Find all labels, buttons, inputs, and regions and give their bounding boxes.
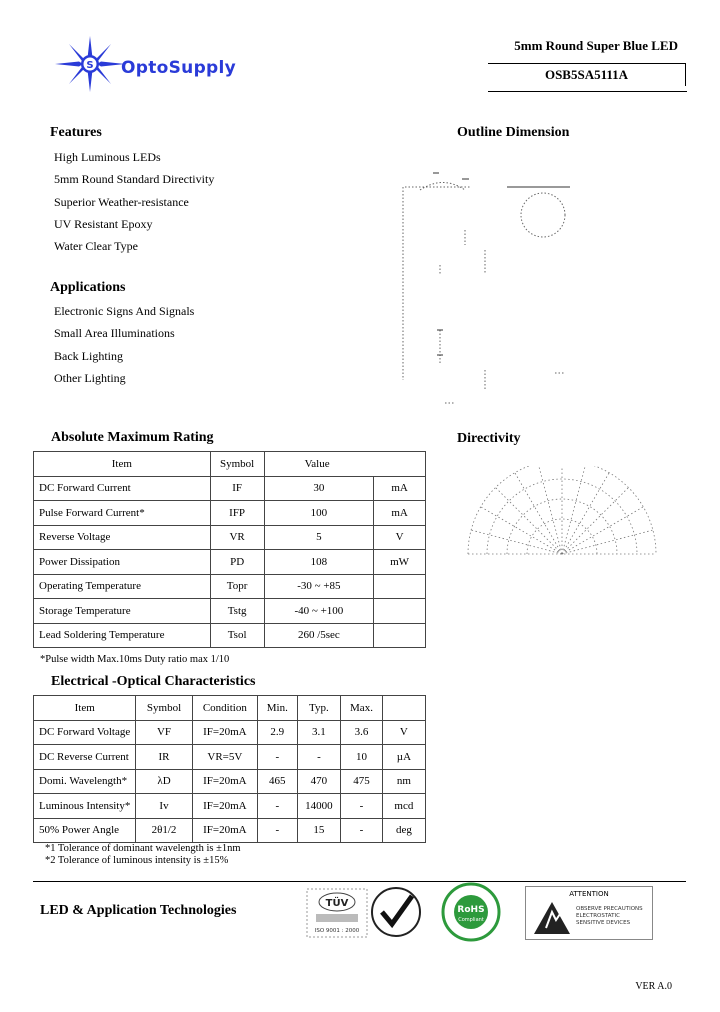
row-symbol: 2θ1/2 — [136, 818, 192, 843]
attention-lines: OBSERVE PRECAUTIONS ELECTROSTATIC SENSITIVE DEVICES — [576, 906, 643, 926]
tuv-certification-badge — [306, 888, 368, 938]
table-row — [34, 818, 426, 843]
row-value: 100 — [264, 501, 374, 526]
row-min: 465 — [258, 769, 298, 794]
applications-heading: Applications — [50, 280, 126, 295]
table-row — [34, 599, 426, 624]
applications-list — [54, 300, 194, 389]
table-row — [34, 623, 426, 648]
table-row — [34, 574, 426, 599]
row-max: 10 — [341, 745, 383, 770]
list-item: Water Clear Type — [54, 239, 138, 254]
table-row — [34, 794, 426, 819]
row-unit — [374, 623, 426, 648]
row-item: Domi. Wavelength* — [34, 769, 136, 794]
row-min: - — [258, 745, 298, 770]
row-condition: IF=20mA — [192, 720, 257, 745]
doc-title: 5mm Round Super Blue LED — [514, 38, 678, 53]
amr-note: *Pulse width Max.10ms Duty ratio max 1/10 — [40, 654, 230, 665]
row-condition: IF=20mA — [192, 818, 257, 843]
list-item: UV Resistant Epoxy — [54, 216, 153, 231]
row-max: 3.6 — [341, 720, 383, 745]
row-symbol: IR — [136, 745, 192, 770]
amr-heading: Absolute Maximum Rating — [51, 430, 214, 445]
row-max: - — [341, 794, 383, 819]
title-block — [488, 35, 686, 86]
row-unit: V — [382, 720, 425, 745]
outline-heading: Outline Dimension — [457, 125, 570, 140]
eoc-heading: Electrical -Optical Characteristics — [51, 674, 256, 689]
list-item: Small Area Illuminations — [54, 326, 175, 341]
company-logo — [55, 36, 275, 92]
directivity-polar-plot — [462, 466, 662, 570]
row-value: -40 ~ +100 — [264, 599, 374, 624]
row-item: Reverse Voltage — [34, 525, 211, 550]
row-min: - — [258, 794, 298, 819]
row-item: Luminous Intensity* — [34, 794, 136, 819]
col-header-item: Item — [34, 696, 136, 721]
row-unit: mA — [374, 501, 426, 526]
row-unit: µA — [382, 745, 425, 770]
row-symbol: IF — [210, 476, 264, 501]
row-unit: mcd — [382, 794, 425, 819]
row-max: - — [341, 818, 383, 843]
row-unit — [374, 599, 426, 624]
row-item: Lead Soldering Temperature — [34, 623, 211, 648]
row-typ: - — [297, 745, 341, 770]
row-max: 475 — [341, 769, 383, 794]
list-item: Back Lighting — [54, 348, 123, 363]
esd-warning-icon — [532, 900, 572, 936]
row-typ: 3.1 — [297, 720, 341, 745]
col-header-min: Min. — [258, 696, 298, 721]
row-symbol: IFP — [210, 501, 264, 526]
list-item: 5mm Round Standard Directivity — [54, 172, 215, 187]
amr-table — [33, 451, 426, 648]
col-header-max: Max. — [341, 696, 383, 721]
row-symbol: VF — [136, 720, 192, 745]
row-unit — [374, 574, 426, 599]
compliance-check-badge — [370, 886, 422, 938]
col-header-unit — [382, 696, 425, 721]
footer-company: LED & Application Technologies — [40, 903, 237, 918]
row-unit: mA — [374, 476, 426, 501]
table-row — [34, 769, 426, 794]
row-item: DC Forward Current — [34, 476, 211, 501]
col-header-condition: Condition — [192, 696, 257, 721]
row-typ: 470 — [297, 769, 341, 794]
eoc-table — [33, 695, 426, 843]
star-logo-icon — [55, 36, 125, 92]
row-item: DC Forward Voltage — [34, 720, 136, 745]
part-number: OSB5SA5111A — [488, 63, 686, 86]
version-label: VER A.0 — [635, 981, 672, 992]
row-unit: deg — [382, 818, 425, 843]
features-heading: Features — [50, 125, 102, 140]
row-value: -30 ~ +85 — [264, 574, 374, 599]
row-item: Storage Temperature — [34, 599, 211, 624]
tuv-iso-text: ISO 9001 : 2000 — [314, 928, 360, 934]
row-item: Pulse Forward Current* — [34, 501, 211, 526]
table-row — [34, 476, 426, 501]
rohs-sub-text: Compliant — [458, 917, 484, 923]
eoc-note-2: *2 Tolerance of luminous intensity is ±15% — [45, 855, 229, 866]
col-header-item: Item — [34, 452, 211, 477]
row-unit: mW — [374, 550, 426, 575]
attention-title: ATTENTION — [569, 890, 609, 898]
row-item: DC Reverse Current — [34, 745, 136, 770]
row-condition: VR=5V — [192, 745, 257, 770]
row-min: 2.9 — [258, 720, 298, 745]
row-typ: 14000 — [297, 794, 341, 819]
row-symbol: PD — [210, 550, 264, 575]
logo-text: OptoSupply — [121, 58, 237, 78]
table-row — [34, 720, 426, 745]
title-underline — [488, 91, 687, 92]
table-row — [34, 501, 426, 526]
col-header-value: Value — [264, 452, 425, 477]
row-symbol: Tstg — [210, 599, 264, 624]
directivity-heading: Directivity — [457, 431, 521, 446]
esd-attention-badge — [525, 886, 653, 940]
row-symbol: Topr — [210, 574, 264, 599]
row-condition: IF=20mA — [192, 769, 257, 794]
outline-dimension-drawing — [395, 165, 585, 415]
row-symbol: Iv — [136, 794, 192, 819]
svg-text:S: S — [86, 60, 94, 71]
list-item: Electronic Signs And Signals — [54, 304, 195, 318]
row-unit: nm — [382, 769, 425, 794]
row-value: 260 /5sec — [264, 623, 374, 648]
tuv-text: TÜV — [325, 898, 349, 909]
row-value: 5 — [264, 525, 374, 550]
rohs-compliant-badge — [438, 882, 504, 942]
table-header-row — [34, 452, 426, 477]
row-symbol: Tsol — [210, 623, 264, 648]
col-header-symbol: Symbol — [210, 452, 264, 477]
row-min: - — [258, 818, 298, 843]
row-unit: V — [374, 525, 426, 550]
row-value: 30 — [264, 476, 374, 501]
list-item: Superior Weather-resistance — [54, 194, 189, 209]
row-item: Operating Temperature — [34, 574, 211, 599]
row-symbol: VR — [210, 525, 264, 550]
footer-divider — [33, 881, 686, 882]
list-item: Other Lighting — [54, 370, 126, 385]
row-typ: 15 — [297, 818, 341, 843]
col-header-typ: Typ. — [297, 696, 341, 721]
table-row — [34, 525, 426, 550]
features-list — [54, 146, 214, 257]
col-header-symbol: Symbol — [136, 696, 192, 721]
row-item: 50% Power Angle — [34, 818, 136, 843]
row-value: 108 — [264, 550, 374, 575]
row-symbol: λD — [136, 769, 192, 794]
eoc-note-1: *1 Tolerance of dominant wavelength is ±1nm — [45, 843, 241, 854]
row-item: Power Dissipation — [34, 550, 211, 575]
table-header-row — [34, 696, 426, 721]
rohs-text: RoHS — [457, 905, 485, 915]
row-condition: IF=20mA — [192, 794, 257, 819]
table-row — [34, 745, 426, 770]
list-item: High Luminous LEDs — [54, 150, 161, 164]
table-row — [34, 550, 426, 575]
